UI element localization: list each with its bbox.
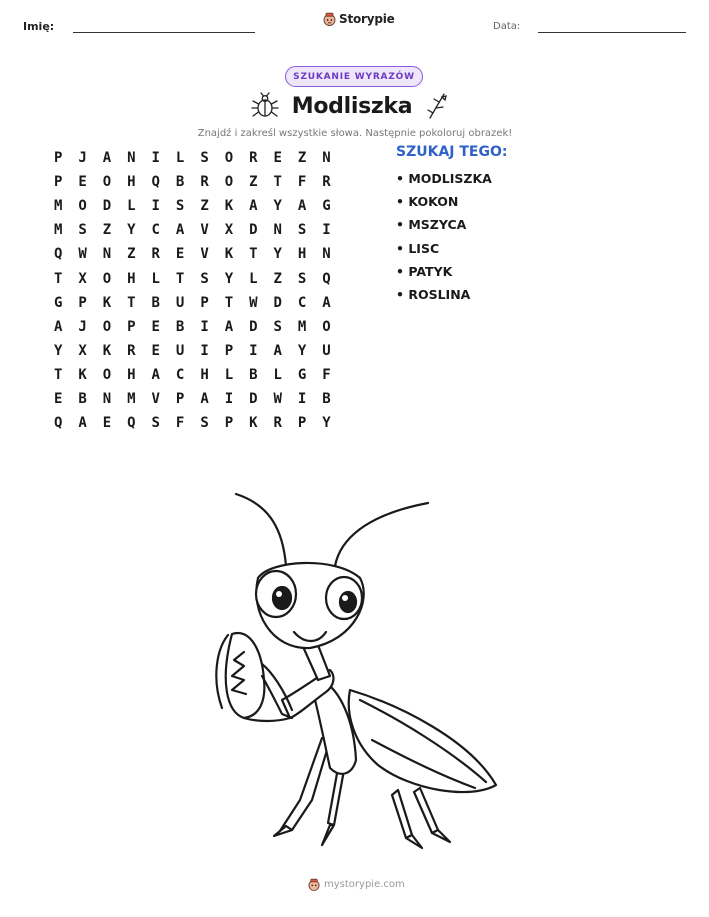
grid-letter[interactable]: U (322, 342, 331, 359)
grid-letter[interactable]: F (322, 366, 331, 383)
grid-letter[interactable]: Q (53, 415, 63, 432)
grid-letter[interactable]: X (224, 222, 234, 239)
grid-letter[interactable]: L (175, 150, 185, 167)
grid-letter[interactable]: T (127, 294, 136, 311)
grid-letter[interactable]: Y (273, 246, 282, 263)
word-search-grid (46, 146, 339, 435)
grid-letter[interactable]: R (273, 415, 282, 432)
grid-letter[interactable]: D (249, 222, 258, 239)
grid-letter[interactable]: P (53, 174, 63, 191)
grid-letter[interactable]: V (151, 390, 160, 407)
brand-name: Storypie (339, 12, 395, 26)
storypie-mascot-icon (323, 12, 336, 26)
grid-letter[interactable]: Q (322, 270, 331, 287)
grid-letter[interactable]: S (78, 222, 87, 239)
word-list-item: • LISC (396, 240, 440, 256)
grid-letter[interactable]: I (297, 390, 307, 407)
name-label: Imię: (23, 20, 55, 33)
storypie-mascot-icon (308, 878, 320, 891)
grid-letter[interactable]: E (102, 415, 112, 432)
grid-letter[interactable]: U (175, 294, 185, 311)
grid-letter[interactable]: M (53, 198, 63, 215)
grid-letter[interactable]: S (151, 415, 160, 432)
grid-letter[interactable]: D (273, 294, 282, 311)
grid-letter[interactable]: J (78, 318, 87, 335)
grid-letter[interactable]: E (151, 318, 160, 335)
grid-letter[interactable]: P (224, 342, 234, 359)
grid-letter[interactable]: O (102, 270, 112, 287)
grid-letter[interactable]: O (322, 318, 331, 335)
grid-letter[interactable]: L (151, 270, 160, 287)
grid-letter[interactable]: T (175, 270, 185, 287)
grid-letter[interactable]: O (78, 198, 87, 215)
grid-letter[interactable]: X (78, 270, 87, 287)
grid-letter[interactable]: Z (249, 174, 258, 191)
grid-letter[interactable]: A (78, 415, 87, 432)
date-label: Data: (493, 21, 521, 32)
grid-letter[interactable]: Q (53, 246, 63, 263)
grid-letter[interactable]: K (102, 342, 112, 359)
grid-letter[interactable]: E (273, 150, 282, 167)
grid-letter[interactable]: A (175, 222, 185, 239)
grid-letter[interactable]: T (224, 294, 234, 311)
grid-letter[interactable]: T (273, 174, 282, 191)
grid-letter[interactable]: R (151, 246, 160, 263)
grid-letter[interactable]: D (249, 318, 258, 335)
grid-letter[interactable]: F (175, 415, 185, 432)
grid-letter[interactable]: O (224, 150, 234, 167)
grid-letter[interactable]: W (273, 390, 282, 407)
grid-letter[interactable]: C (175, 366, 185, 383)
grid-letter[interactable]: P (224, 415, 234, 432)
grid-letter[interactable]: O (102, 174, 112, 191)
grid-letter[interactable]: I (224, 390, 234, 407)
page-title: Modliszka (291, 93, 413, 119)
grid-letter[interactable]: R (200, 174, 209, 191)
footer-url: mystorypie.com (324, 879, 405, 890)
grid-letter[interactable]: S (200, 270, 209, 287)
grid-letter[interactable]: T (249, 246, 258, 263)
grid-letter[interactable]: A (273, 342, 282, 359)
date-line (538, 32, 686, 33)
grid-letter[interactable]: Y (273, 198, 282, 215)
grid-letter[interactable]: B (175, 174, 185, 191)
title-row (240, 90, 460, 122)
grid-letter[interactable]: H (200, 366, 209, 383)
grid-letter[interactable]: T (53, 366, 63, 383)
grid-letter[interactable]: N (127, 150, 136, 167)
grid-letter[interactable]: R (249, 150, 258, 167)
grid-letter[interactable]: D (249, 390, 258, 407)
grid-letter[interactable]: I (151, 198, 160, 215)
word-list-item: • MSZYCA (396, 217, 467, 233)
word-list-item: • PATYK (396, 263, 453, 279)
grid-letter[interactable]: H (297, 246, 307, 263)
word-list (396, 144, 507, 310)
grid-letter[interactable]: K (224, 198, 234, 215)
grid-letter[interactable]: A (224, 318, 234, 335)
twig-icon (424, 91, 450, 121)
grid-letter[interactable]: S (175, 198, 185, 215)
grid-letter[interactable]: A (102, 150, 112, 167)
grid-letter[interactable]: P (127, 318, 136, 335)
grid-letter[interactable]: S (273, 318, 282, 335)
grid-letter[interactable]: L (273, 366, 282, 383)
grid-letter[interactable]: Y (297, 342, 307, 359)
grid-letter[interactable]: K (78, 366, 87, 383)
grid-letter[interactable]: P (53, 150, 63, 167)
grid-letter[interactable]: I (200, 342, 209, 359)
name-line (73, 32, 255, 33)
grid-letter[interactable]: I (322, 222, 331, 239)
grid-letter[interactable]: B (322, 390, 331, 407)
grid-letter[interactable]: P (78, 294, 87, 311)
grid-letter[interactable]: N (322, 150, 331, 167)
grid-letter[interactable]: A (53, 318, 63, 335)
grid-letter[interactable]: A (322, 294, 331, 311)
grid-letter[interactable]: B (151, 294, 160, 311)
grid-letter[interactable]: Q (127, 415, 136, 432)
grid-letter[interactable]: Z (127, 246, 136, 263)
grid-letter[interactable]: R (322, 174, 331, 191)
grid-letter[interactable]: E (175, 246, 185, 263)
grid-letter[interactable]: S (297, 222, 307, 239)
grid-letter[interactable]: X (78, 342, 87, 359)
grid-letter[interactable]: W (249, 294, 258, 311)
grid-letter[interactable]: A (249, 198, 258, 215)
grid-letter[interactable]: I (151, 150, 160, 167)
grid-letter[interactable]: D (102, 198, 112, 215)
grid-letter[interactable]: B (249, 366, 258, 383)
grid-letter[interactable]: R (127, 342, 136, 359)
footer (308, 878, 405, 891)
grid-letter[interactable]: K (224, 246, 234, 263)
grid-letter[interactable]: M (53, 222, 63, 239)
grid-letter[interactable]: A (297, 198, 307, 215)
grid-letter[interactable]: G (53, 294, 63, 311)
grid-letter[interactable]: V (200, 222, 209, 239)
grid-letter[interactable]: F (297, 174, 307, 191)
grid-letter[interactable]: B (78, 390, 87, 407)
grid-letter[interactable]: Z (273, 270, 282, 287)
grid-letter[interactable]: Z (297, 150, 307, 167)
grid-letter[interactable]: M (127, 390, 136, 407)
grid-letter[interactable]: P (175, 390, 185, 407)
grid-letter[interactable]: Y (53, 342, 63, 359)
grid-letter[interactable]: O (102, 366, 112, 383)
grid-letter[interactable]: E (151, 342, 160, 359)
grid-letter[interactable]: V (200, 246, 209, 263)
grid-letter[interactable]: H (127, 270, 136, 287)
grid-letter[interactable]: L (127, 198, 136, 215)
grid-letter[interactable]: G (322, 198, 331, 215)
grid-letter[interactable]: L (249, 270, 258, 287)
grid-letter[interactable]: U (175, 342, 185, 359)
grid-letter[interactable]: N (322, 246, 331, 263)
brand-logo (323, 12, 395, 26)
grid-letter[interactable]: L (224, 366, 234, 383)
grid-letter[interactable]: Q (151, 174, 160, 191)
grid-letter[interactable]: I (249, 342, 258, 359)
grid-letter[interactable]: E (53, 390, 63, 407)
grid-letter[interactable]: T (53, 270, 63, 287)
word-list-item: • ROSLINA (396, 286, 471, 302)
instructions: Znajdź i zakreśl wszystkie słowa. Następnie pokoloruj obrazek! (197, 128, 513, 139)
grid-letter[interactable]: N (102, 390, 112, 407)
grid-letter[interactable]: C (151, 222, 160, 239)
puzzle-type-badge: SZUKANIE WYRAZÓW (285, 66, 423, 87)
mantis-illustration (200, 486, 510, 856)
word-list-item: • MODLISZKA (396, 171, 492, 186)
grid-letter[interactable]: H (127, 174, 136, 191)
grid-letter[interactable]: I (200, 318, 209, 335)
grid-letter[interactable]: O (224, 174, 234, 191)
grid-letter[interactable]: S (200, 150, 209, 167)
grid-letter[interactable]: K (102, 294, 112, 311)
grid-letter[interactable]: N (102, 246, 112, 263)
grid-letter[interactable]: P (200, 294, 209, 311)
grid-letter[interactable]: J (78, 150, 87, 167)
grid-letter[interactable]: P (297, 415, 307, 432)
grid-letter[interactable]: B (175, 318, 185, 335)
grid-letter[interactable]: Z (102, 222, 112, 239)
grid-letter[interactable]: M (297, 318, 307, 335)
word-list-title: SZUKAJ TEGO: (396, 144, 508, 160)
grid-letter[interactable]: G (297, 366, 307, 383)
grid-letter[interactable]: A (151, 366, 160, 383)
bug-icon (250, 92, 280, 120)
grid-letter[interactable]: Y (127, 222, 136, 239)
grid-letter[interactable]: Z (200, 198, 209, 215)
grid-letter[interactable]: C (297, 294, 307, 311)
grid-letter[interactable]: K (249, 415, 258, 432)
grid-letter[interactable]: W (78, 246, 87, 263)
grid-letter[interactable]: Y (322, 415, 331, 432)
grid-letter[interactable]: O (102, 318, 112, 335)
grid-letter[interactable]: S (297, 270, 307, 287)
grid-letter[interactable]: N (273, 222, 282, 239)
grid-letter[interactable]: Y (224, 270, 234, 287)
grid-letter[interactable]: A (200, 390, 209, 407)
grid-letter[interactable]: H (127, 366, 136, 383)
word-list-item: • KOKON (396, 194, 459, 210)
grid-letter[interactable]: S (200, 415, 209, 432)
grid-letter[interactable]: E (78, 174, 87, 191)
